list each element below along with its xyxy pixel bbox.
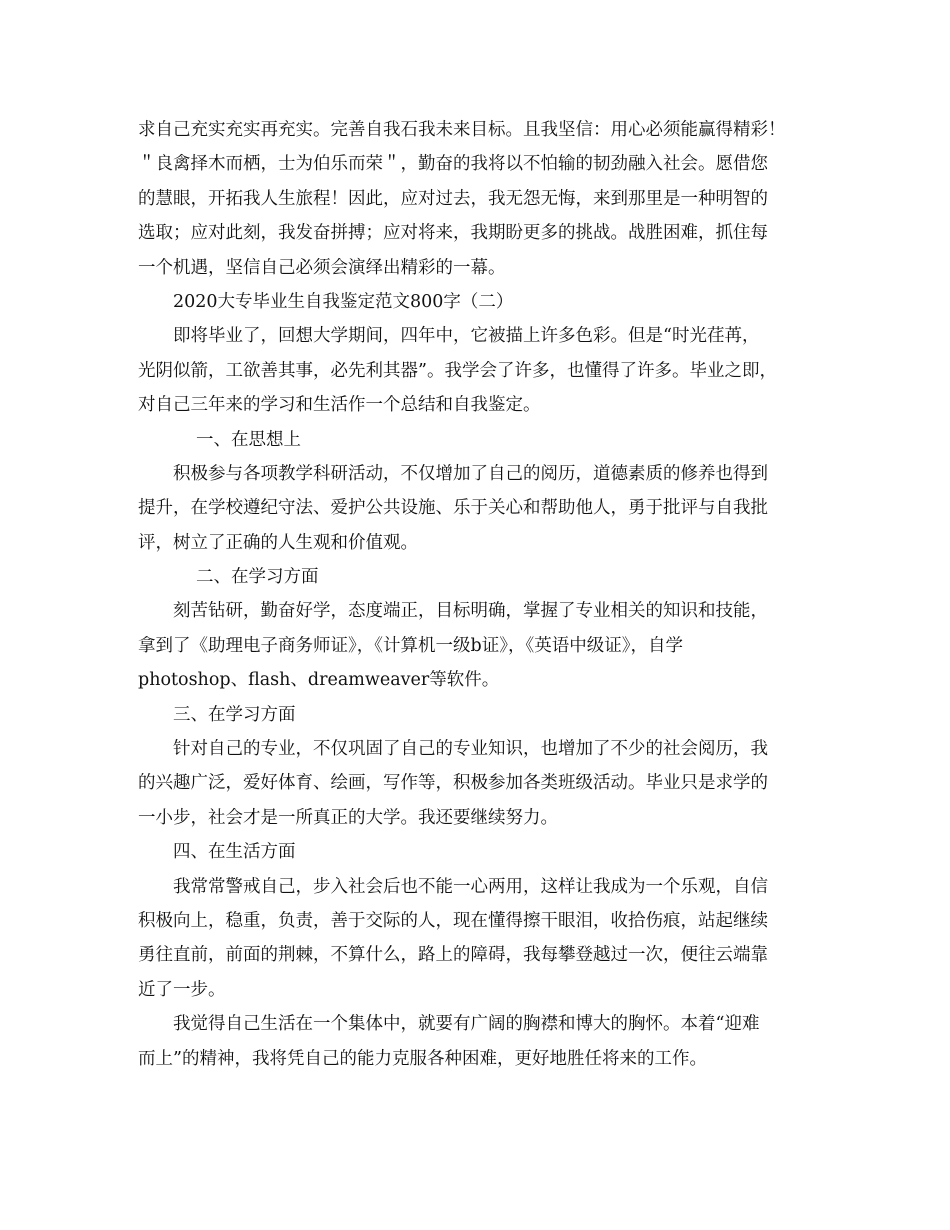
section-heading: 四、在生活方面 bbox=[173, 842, 296, 863]
paragraph-line: 一个机遇，坚信自己必须会演绎出精彩的一幕。 bbox=[138, 257, 506, 278]
paragraph-line: 拿到了《助理电子商务师证》，《计算机一级b证》，《英语中级证》，自学 bbox=[138, 635, 683, 656]
paragraph-line: 刻苦钻研，勤奋好学，态度端正，目标明确，掌握了专业相关的知识和技能， bbox=[173, 601, 768, 622]
paragraph-line: 近了一步。 bbox=[138, 979, 226, 1000]
paragraph-line: 一小步，社会才是一所真正的大学。我还要继续努力。 bbox=[138, 807, 558, 828]
paragraph-line: 我常常警戒自己，步入社会后也不能一心两用，这样让我成为一个乐观，自信 bbox=[173, 876, 768, 897]
paragraph-line: 对自己三年来的学习和生活作一个总结和自我鉴定。 bbox=[138, 395, 541, 416]
paragraph-line: 评，树立了正确的人生观和价值观。 bbox=[138, 532, 418, 553]
paragraph-line: 即将毕业了，回想大学期间，四年中，它被描上许多色彩。但是“时光荏苒， bbox=[173, 326, 760, 347]
document-body bbox=[138, 113, 814, 1076]
paragraph-line: photoshop、flash、dreamweaver等软件。 bbox=[138, 670, 500, 691]
section-title: 2020大专毕业生自我鉴定范文800字（二） bbox=[173, 291, 514, 312]
section-heading: 三、在学习方面 bbox=[173, 704, 296, 725]
paragraph-line: 积极参与各项教学科研活动，不仅增加了自己的阅历，道德素质的修养也得到 bbox=[173, 463, 768, 484]
paragraph-line: 的兴趣广泛，爱好体育、绘画，写作等，积极参加各类班级活动。毕业只是求学的 bbox=[138, 773, 768, 794]
paragraph-line: 光阴似箭，工欲善其事，必先利其器”。我学会了许多，也懂得了许多。毕业之即， bbox=[138, 360, 777, 381]
paragraph-line: 提升，在学校遵纪守法、爱护公共设施、乐于关心和帮助他人，勇于批评与自我批 bbox=[138, 498, 768, 519]
paragraph-line: 求自己充实充实再充实。完善自我石我未来目标。且我坚信：用心必须能赢得精彩！ bbox=[138, 120, 786, 140]
paragraph-line: 的慧眼，开拓我人生旅程！因此，应对过去，我无怨无悔，来到那里是一种明智的 bbox=[138, 188, 768, 209]
section-heading: 一、在思想上 bbox=[196, 429, 301, 450]
paragraph-line: 我觉得自己生活在一个集体中，就要有广阔的胸襟和博大的胸怀。本着“迎难 bbox=[173, 1014, 760, 1035]
paragraph-line: ＂良禽择木而栖，士为伯乐而荣＂，勤奋的我将以不怕输的韧劲融入社会。愿借您 bbox=[138, 154, 768, 175]
section-heading: 二、在学习方面 bbox=[196, 567, 319, 588]
paragraph-line: 选取；应对此刻，我发奋拼搏；应对将来，我期盼更多的挑战。战胜困难，抓住每 bbox=[138, 223, 768, 244]
paragraph-line: 针对自己的专业，不仅巩固了自己的专业知识，也增加了不少的社会阅历，我 bbox=[173, 739, 768, 760]
paragraph-line: 积极向上，稳重，负责，善于交际的人，现在懂得擦干眼泪，收拾伤痕，站起继续 bbox=[138, 910, 768, 931]
paragraph-line: 而上”的精神，我将凭自己的能力克服各种困难，更好地胜任将来的工作。 bbox=[138, 1048, 707, 1069]
paragraph-line: 勇往直前，前面的荆棘，不算什么，路上的障碍，我每攀登越过一次，便往云端靠 bbox=[138, 945, 768, 966]
